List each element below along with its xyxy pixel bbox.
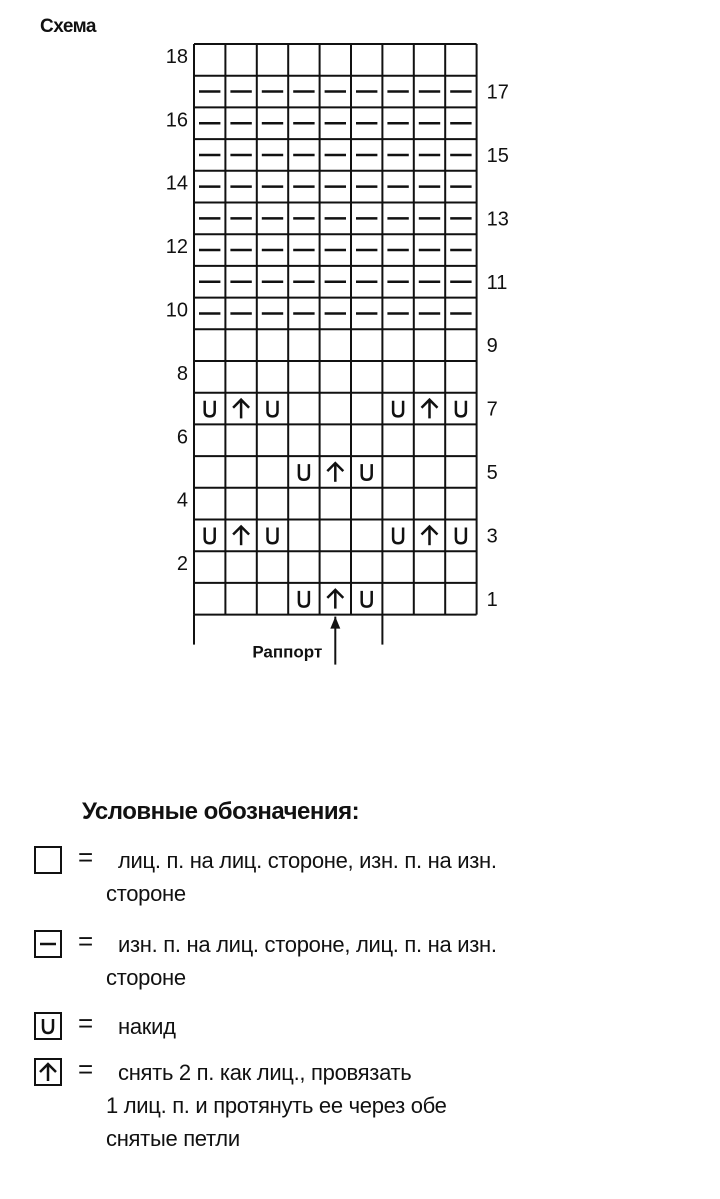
row-label-right: 11 <box>486 271 508 294</box>
row-label-left: 10 <box>165 299 188 322</box>
yarn-over-symbol <box>299 464 309 480</box>
knit-square-icon <box>34 846 62 874</box>
legend-text <box>106 844 598 910</box>
row-label-left: 4 <box>176 489 188 512</box>
yarn-over-symbol <box>268 528 278 544</box>
legend-line: снятые петли <box>106 1126 240 1151</box>
legend-line: снять 2 п. как лиц., провязать <box>118 1060 412 1085</box>
row-label-left: 8 <box>176 362 188 385</box>
legend-equals: = <box>78 842 94 872</box>
yarn-over-icon <box>34 1012 62 1040</box>
yarn-over-symbol <box>205 528 215 544</box>
row-label-right: 13 <box>486 208 509 231</box>
legend-equals: = <box>78 1054 94 1084</box>
decrease-arrow-icon <box>34 1058 62 1086</box>
row-label-right: 17 <box>486 81 509 104</box>
yarn-over-symbol <box>456 528 466 544</box>
decrease-symbol <box>233 527 249 546</box>
yarn-over-symbol <box>205 401 215 417</box>
decrease-symbol <box>327 463 343 482</box>
legend-text <box>106 1056 598 1155</box>
legend-line: 1 лиц. п. и протянуть ее через обе <box>106 1093 447 1118</box>
yarn-over-symbol <box>393 401 403 417</box>
repeat-arrow-head <box>330 617 340 629</box>
row-label-left: 6 <box>176 426 188 449</box>
row-label-left: 12 <box>165 236 188 259</box>
legend-equals: = <box>78 1008 94 1038</box>
legend-text <box>106 928 598 994</box>
yarn-over-symbol <box>362 591 372 607</box>
decrease-symbol <box>327 590 343 609</box>
yarn-over-symbol <box>299 591 309 607</box>
legend-line: стороне <box>106 965 186 990</box>
row-label-right: 3 <box>486 525 498 548</box>
yarn-over-symbol <box>456 401 466 417</box>
decrease-symbol <box>422 527 438 546</box>
legend-equals: = <box>78 926 94 956</box>
legend-text <box>118 1010 598 1043</box>
row-label-right: 1 <box>486 588 498 611</box>
repeat-label: Раппорт <box>252 642 323 662</box>
row-label-left: 18 <box>165 45 188 68</box>
row-label-right: 7 <box>486 398 498 421</box>
chart-title: Схема <box>40 16 97 37</box>
purl-dash-icon <box>34 930 62 958</box>
row-label-right: 9 <box>486 335 498 358</box>
yarn-over-symbol <box>268 401 278 417</box>
decrease-symbol <box>233 400 249 419</box>
yarn-over-symbol <box>393 528 403 544</box>
legend-line: стороне <box>106 881 186 906</box>
row-label-right: 5 <box>486 461 498 484</box>
legend-title: Условные обозначения: <box>82 798 360 825</box>
row-label-left: 2 <box>176 553 188 576</box>
row-label-left: 14 <box>165 172 188 195</box>
row-label-left: 16 <box>165 109 188 132</box>
legend-line: накид <box>118 1014 176 1039</box>
legend-line: лиц. п. на лиц. стороне, изн. п. на изн. <box>118 848 497 873</box>
yarn-over-symbol <box>362 464 372 480</box>
row-label-right: 15 <box>486 144 509 167</box>
decrease-symbol <box>422 400 438 419</box>
legend-line: изн. п. на лиц. стороне, лиц. п. на изн. <box>118 932 497 957</box>
